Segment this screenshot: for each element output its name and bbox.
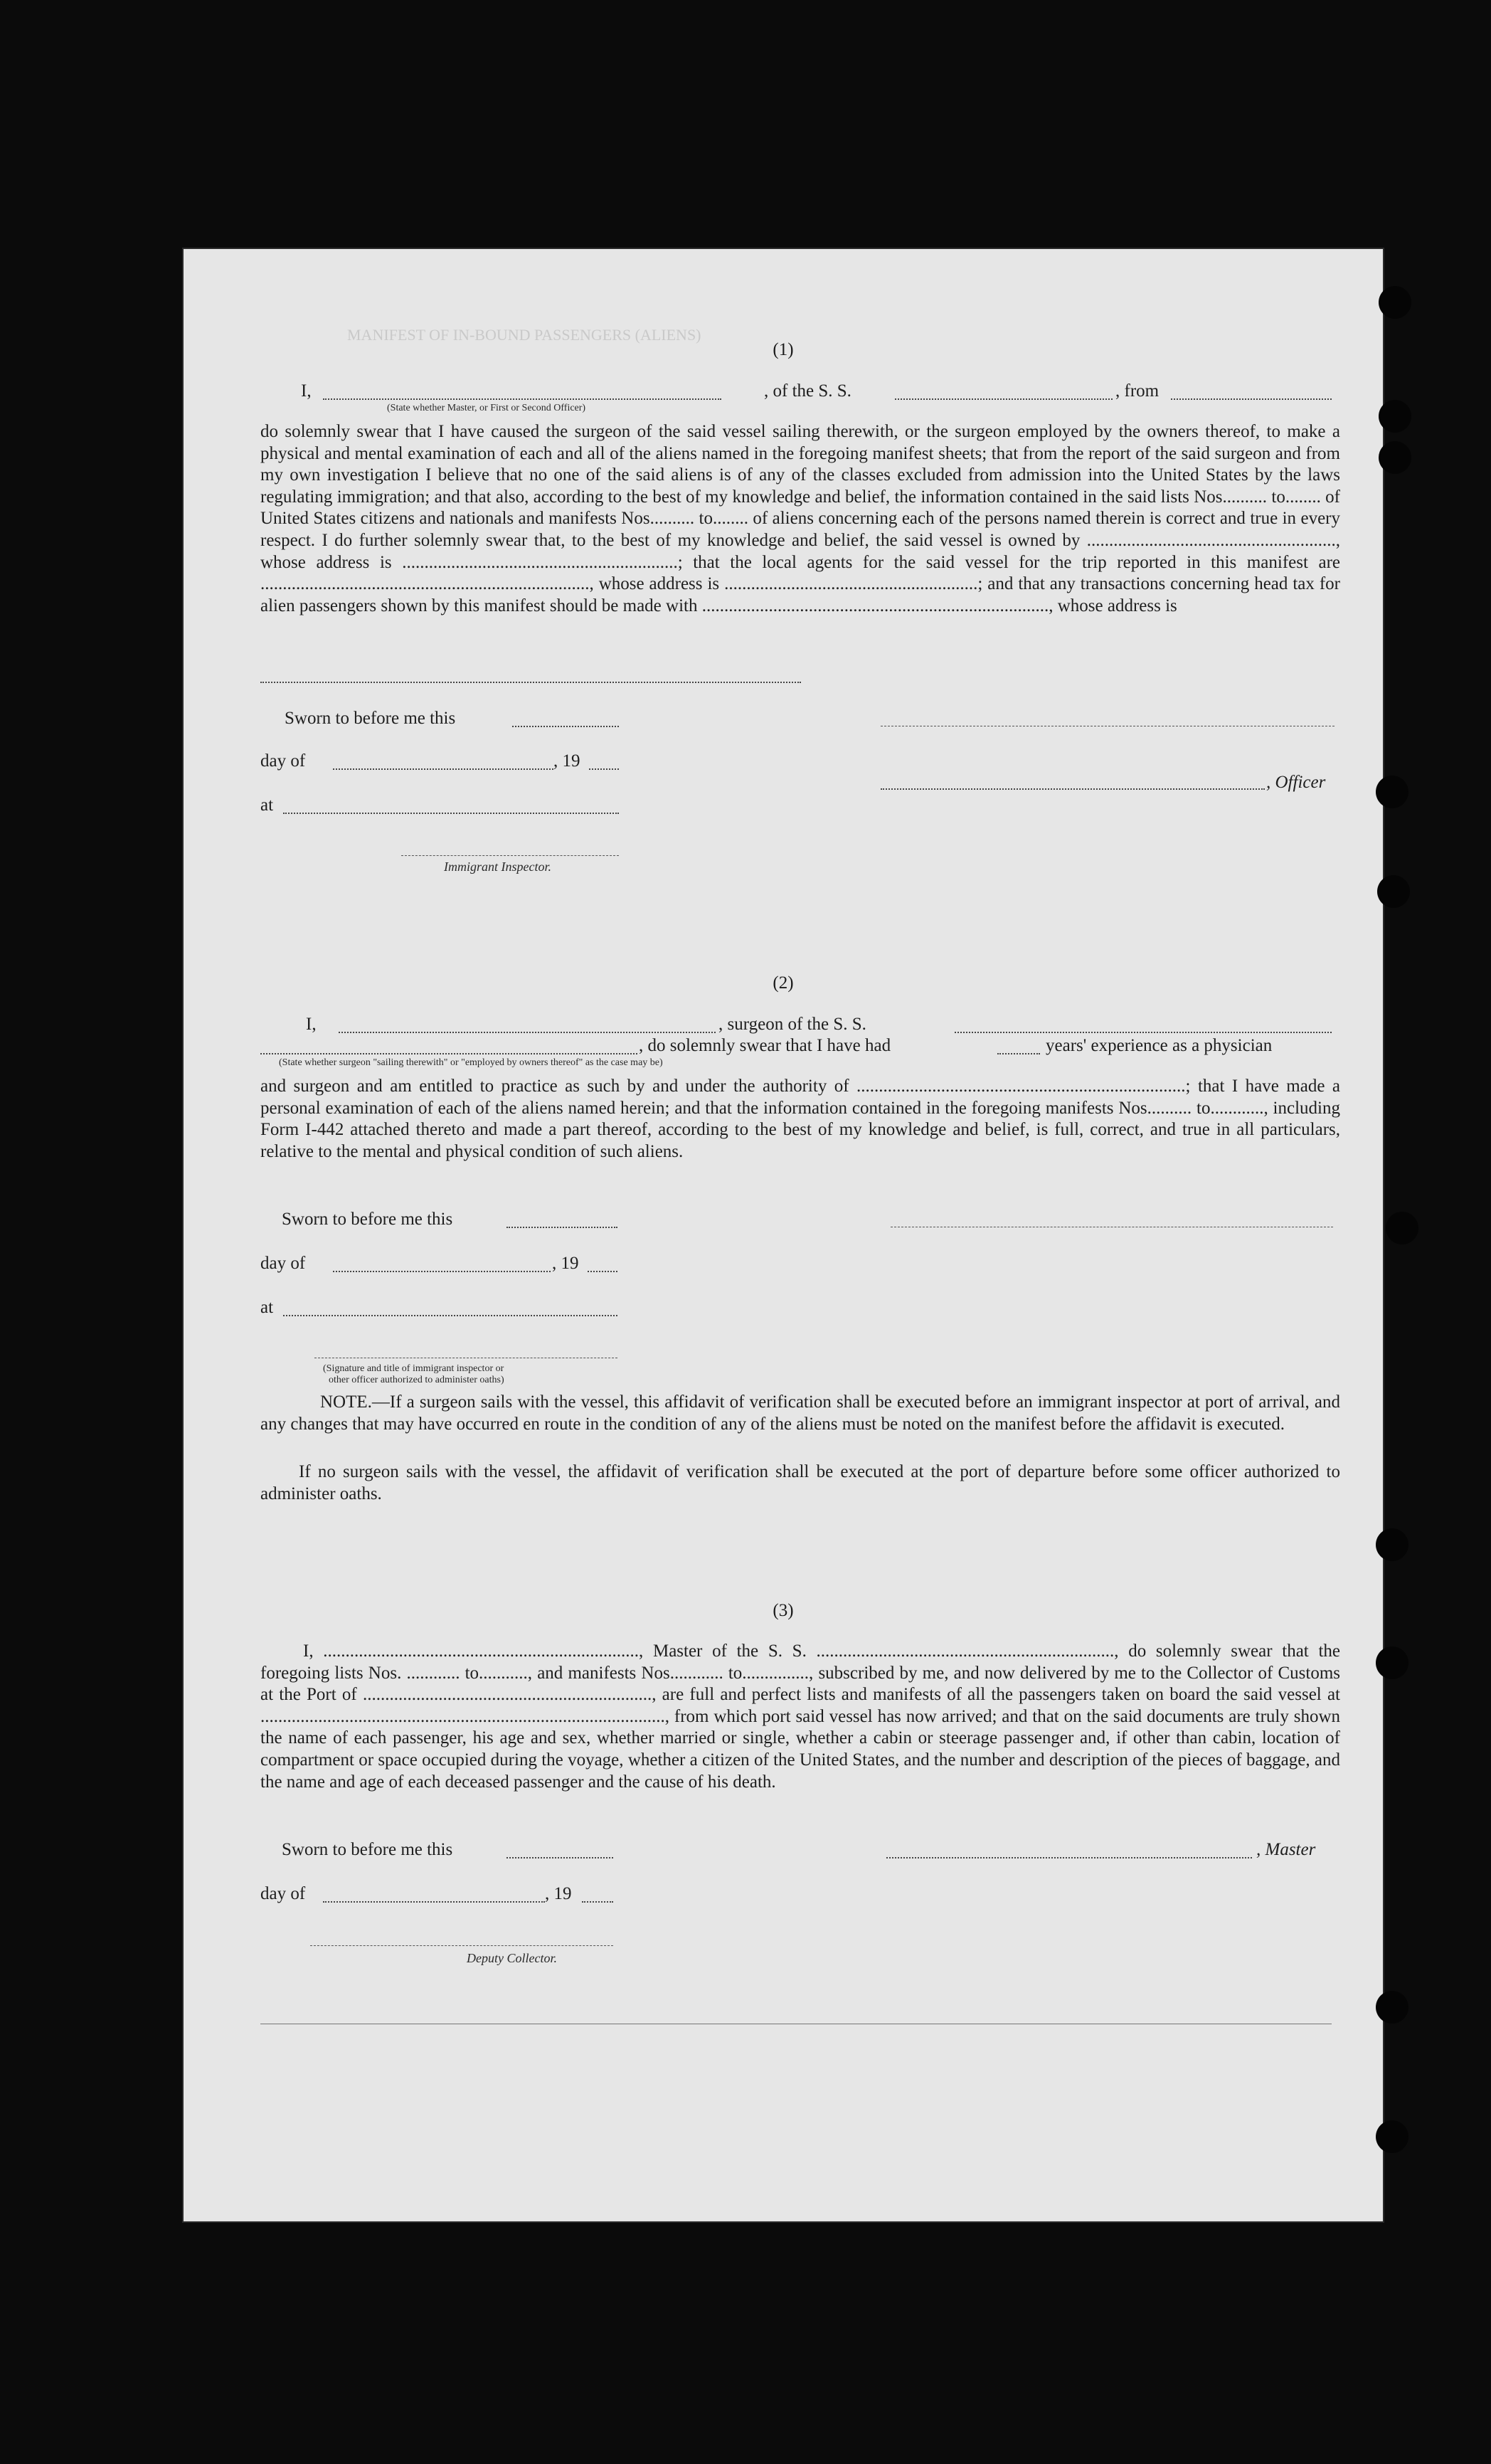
section-3-number: (3): [773, 1601, 794, 1620]
s3-collector-label: Deputy Collector.: [467, 1951, 557, 1965]
s1-year-label: , 19: [553, 751, 580, 771]
s1-from-label: , from: [1115, 381, 1160, 401]
s2-swear-label: , do solemnly swear that I have had: [639, 1036, 891, 1055]
manifest-page: [184, 249, 1383, 2221]
bleed-through-text: MANIFEST OF IN-BOUND PASSENGERS (ALIENS): [347, 326, 701, 344]
s2-sworn-label: Sworn to before me this: [282, 1210, 453, 1229]
s2-year-label: , 19: [552, 1254, 579, 1273]
s2-at-field[interactable]: [283, 1315, 617, 1316]
s2-at-label: at: [260, 1298, 274, 1317]
s2-surgeon-label: , surgeon of the S. S.: [718, 1015, 866, 1034]
punch-hole-icon: [1376, 2120, 1408, 2153]
s1-inspector-label: Immigrant Inspector.: [444, 860, 551, 874]
s3-master-signature-field[interactable]: [886, 1857, 1252, 1858]
s2-oath-paragraph: and surgeon and am entitled to practice as such by and under the authority of ..........................................................................; that I have made a personal examination of each of the aliens named herein; and that the information contained in the foregoing manifests Nos.......... to............, including Form I-442 attached thereto and made a part thereof, according to the best of my knowledge and belief, is full, correct, and true in all particulars, relative to the mental and physical condition of such aliens.: [260, 1077, 1340, 1161]
s2-role-field[interactable]: [260, 1053, 637, 1054]
section-1-number: (1): [773, 340, 794, 359]
s1-oath-paragraph: do solemnly swear that I have caused the surgeon of the said vessel sailing therewith, or the surgeon employed by the owners thereof, to make a physical and mental examination of each and all of the aliens named in the foregoing manifest sheets; that from the report of the said surgeon and from my own investigation I believe that no one of the said aliens is of any of the classes excluded from admission into the United States by the laws regulating immigration; and that also, according to the best of my knowledge and belief, the information contained in the said lists Nos.......... to........ of United States citizens and nationals and manifests Nos.......... to........ of aliens concerning each of the persons named therein is correct and true in every respect. I do further solemnly swear that, to the best of my knowledge and belief, the said vessel is owned by ........................................................, whose address is ..............................................................; that the local agents for the said vessel for the trip reported in this manifest are .........................................................................., whose address is .........................................................; and that any transactions concerning head tax for alien passengers shown by this manifest should be made with .............................................................................., whose address is: [260, 422, 1340, 615]
s3-sworn-label: Sworn to before me this: [282, 1840, 453, 1859]
s2-day-field[interactable]: [333, 1271, 551, 1272]
s1-day-field[interactable]: [333, 768, 553, 770]
punch-hole-icon: [1379, 400, 1411, 433]
s2-note-paragraph: NOTE.—If a surgeon sails with the vessel, this affidavit of verification shall be executed before an immigrant inspector at port of arrival, and any changes that may have occurred en route in the condition of any of the aliens must be noted on the manifest before the affidavit is executed.: [260, 1392, 1340, 1434]
s1-from-field[interactable]: [1171, 398, 1332, 400]
punch-hole-icon: [1379, 286, 1411, 319]
punch-hole-icon: [1386, 1212, 1418, 1244]
s1-at-field[interactable]: [283, 813, 619, 814]
s3-master-label: , Master: [1256, 1840, 1316, 1859]
s3-oath-paragraph: I, ......................................................................., Master of the S. S. ..................................................................., do solemnly swear that the foregoing lists Nos. ............ to..........., and manifests Nos............ to..............., subscribed by me, and now delivered by me to the Collector of Customs at the Port of ................................................................., are full and perfect lists and manifests of all the passengers taken on board the said vessel at ..........................................................................................., from which port said vessel has now arrived; and that on the said documents are truly shown the name of each passenger, his age and sex, whether married or single, whether a cabin or steerage passenger and, if other than cabin, location of compartment or space occupied during the voyage, whether a citizen of the United States, and the number and description of the pieces of baggage, and the name and age of each deceased passenger and the cause of his death.: [260, 1641, 1340, 1792]
punch-hole-icon: [1376, 1646, 1408, 1679]
s2-ship-name-field[interactable]: [955, 1032, 1332, 1033]
s3-year-label: , 19: [545, 1884, 572, 1903]
s1-i-label: I,: [301, 381, 312, 401]
s2-role-note: (State whether surgeon "sailing therewith" or "employed by owners thereof" as the case may be): [279, 1057, 663, 1068]
s3-day-field[interactable]: [323, 1901, 545, 1903]
punch-hole-icon: [1379, 441, 1411, 474]
punch-hole-icon: [1377, 875, 1410, 908]
s2-years-label: years' experience as a physician: [1046, 1036, 1273, 1055]
s1-year-field[interactable]: [589, 768, 619, 770]
punch-hole-icon: [1376, 1528, 1408, 1561]
s2-years-field[interactable]: [997, 1053, 1040, 1054]
section-2-number: (2): [773, 973, 794, 993]
s3-day-of-label: day of: [260, 1884, 306, 1903]
s1-officer-label: , Officer: [1266, 773, 1326, 792]
s1-sworn-label: Sworn to before me this: [285, 709, 456, 728]
s2-signature-note-1: (Signature and title of immigrant inspector or: [323, 1363, 504, 1374]
punch-hole-icon: [1376, 776, 1408, 808]
s3-sworn-date-field[interactable]: [506, 1857, 613, 1858]
s2-sworn-date-field[interactable]: [506, 1227, 617, 1228]
s2-surgeon-name-field[interactable]: [339, 1032, 716, 1033]
s1-agent-address-field[interactable]: [260, 682, 801, 683]
s1-at-label: at: [260, 795, 274, 815]
s1-officer-name-field[interactable]: [323, 398, 721, 400]
s1-ship-name-field[interactable]: [895, 398, 1113, 400]
s2-day-of-label: day of: [260, 1254, 306, 1273]
s2-note-paragraph-2: If no surgeon sails with the vessel, the affidavit of verification shall be executed at the port of departure before some officer authorized to administer oaths.: [260, 1462, 1340, 1503]
s2-year-field[interactable]: [588, 1271, 617, 1272]
s2-signature-note-2: other officer authorized to administer oaths): [329, 1375, 504, 1385]
s1-inspector-signature-line[interactable]: [401, 855, 619, 856]
s1-of-ss-label: , of the S. S.: [764, 381, 851, 401]
punch-hole-icon: [1376, 1991, 1408, 2024]
s3-collector-signature-line[interactable]: [310, 1945, 613, 1946]
s1-sworn-date-field[interactable]: [512, 726, 619, 727]
s1-rank-note: (State whether Master, or First or Second Officer): [387, 403, 586, 413]
s2-i-label: I,: [306, 1015, 317, 1034]
s1-day-of-label: day of: [260, 751, 306, 771]
s1-officer-signature-field[interactable]: [881, 788, 1265, 790]
s3-year-field[interactable]: [582, 1901, 613, 1903]
